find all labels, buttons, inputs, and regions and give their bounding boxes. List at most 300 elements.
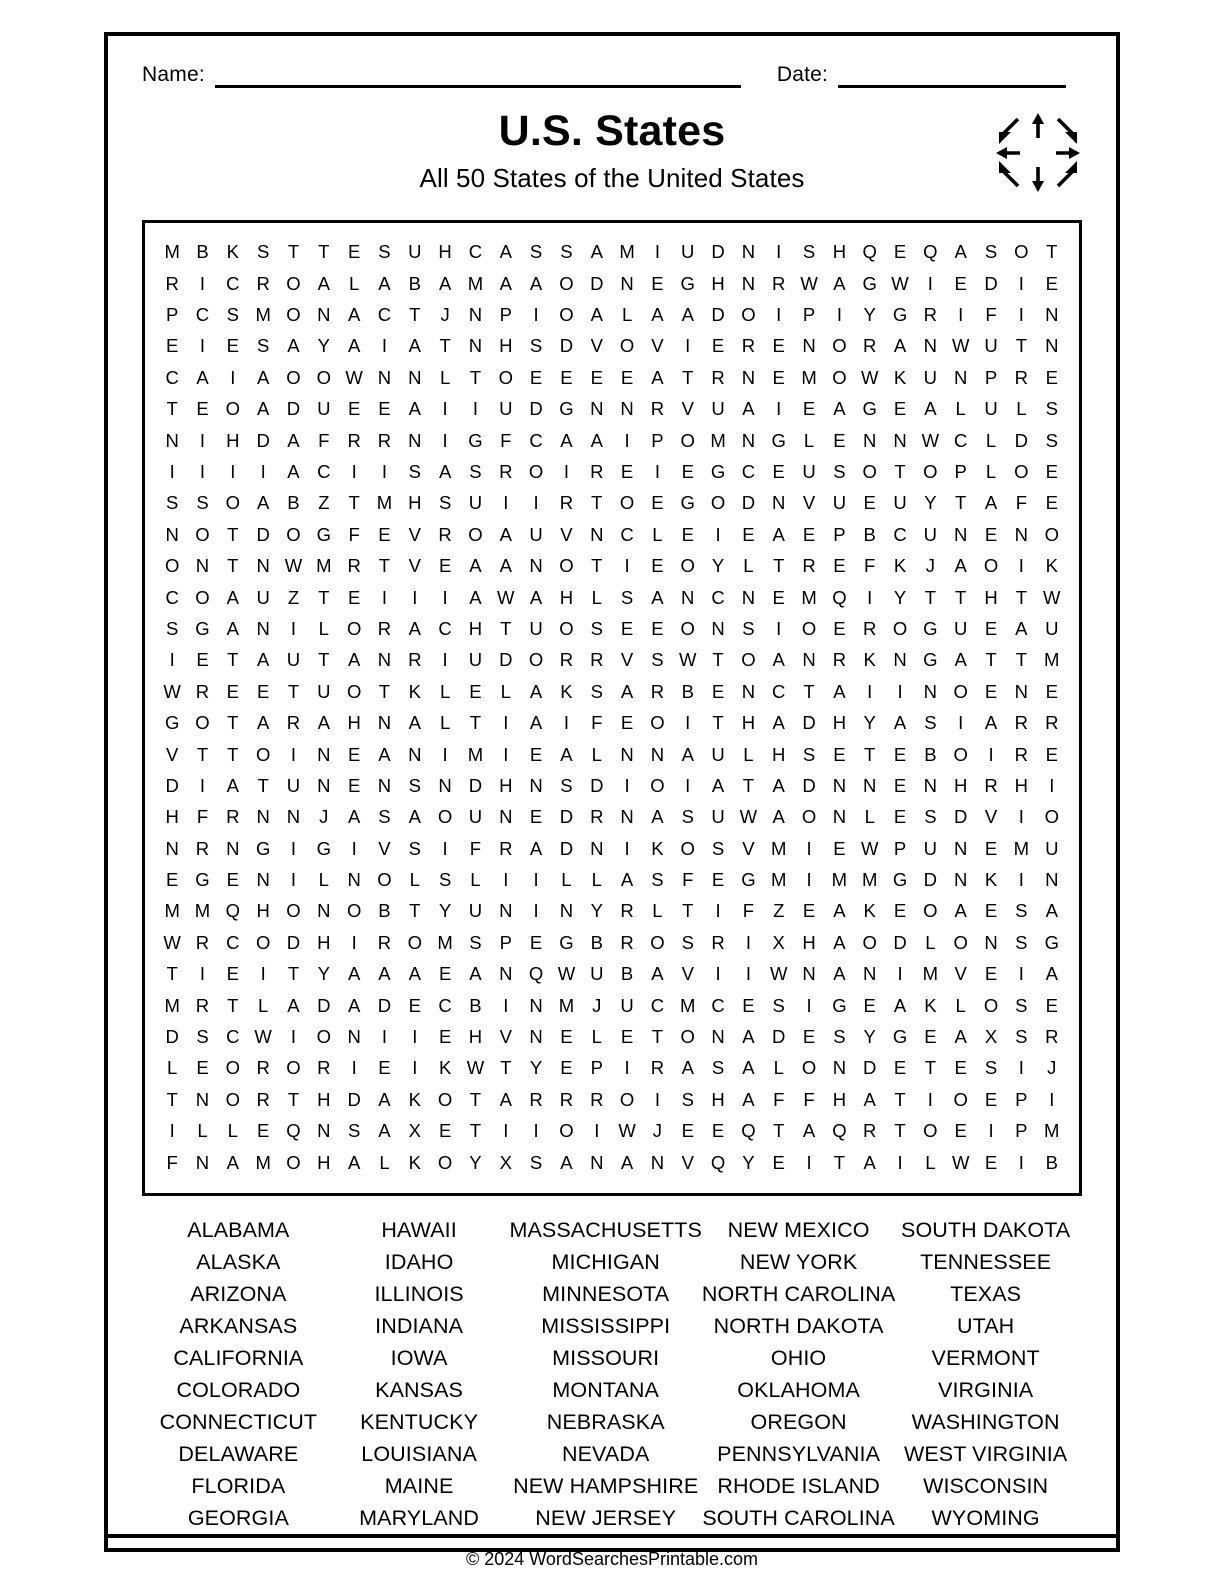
grid-cell[interactable]: C	[438, 994, 452, 1016]
grid-cell[interactable]: E	[651, 617, 664, 639]
grid-cell[interactable]: T	[318, 586, 330, 608]
grid-cell[interactable]: S	[772, 994, 785, 1016]
grid-cell[interactable]: E	[226, 335, 239, 357]
word-search-grid[interactable]	[157, 237, 1067, 1179]
grid-cell[interactable]: J	[1047, 1057, 1057, 1079]
grid-cell[interactable]: L	[864, 806, 875, 828]
grid-cell[interactable]: N	[286, 806, 301, 828]
grid-cell[interactable]: B	[1045, 1151, 1058, 1173]
grid-cell[interactable]: G	[862, 398, 877, 420]
grid-cell[interactable]: T	[1046, 241, 1058, 263]
grid-cell[interactable]: G	[680, 272, 695, 294]
grid-cell[interactable]: O	[377, 869, 392, 891]
grid-cell[interactable]: S	[590, 680, 603, 702]
grid-cell[interactable]: W	[1043, 586, 1061, 608]
grid-cell[interactable]: A	[378, 1120, 391, 1142]
word-list-item[interactable]: IDAHO	[384, 1249, 454, 1274]
grid-cell[interactable]: I	[715, 900, 721, 922]
grid-cell[interactable]: H	[408, 492, 422, 514]
grid-cell[interactable]: I	[381, 586, 388, 608]
grid-cell[interactable]: R	[620, 931, 634, 953]
grid-cell[interactable]: C	[377, 304, 392, 326]
grid-cell[interactable]: N	[620, 272, 634, 294]
grid-cell[interactable]: A	[863, 1088, 876, 1110]
grid-cell[interactable]: L	[955, 398, 966, 420]
grid-cell[interactable]: M	[164, 900, 180, 922]
grid-cell[interactable]: A	[226, 774, 239, 796]
grid-cell[interactable]: I	[1018, 963, 1024, 985]
grid-cell[interactable]: N	[195, 1151, 210, 1173]
grid-cell[interactable]: N	[165, 837, 179, 859]
grid-cell[interactable]: C	[711, 994, 725, 1016]
grid-cell[interactable]: T	[894, 1088, 906, 1110]
grid-cell[interactable]: N	[317, 774, 331, 796]
grid-cell[interactable]: F	[803, 1088, 815, 1110]
grid-cell[interactable]: S	[469, 461, 482, 482]
grid-cell[interactable]: I	[654, 461, 660, 482]
grid-cell[interactable]: H	[711, 1088, 725, 1110]
grid-cell[interactable]: G	[710, 461, 726, 482]
grid-cell[interactable]: O	[225, 492, 241, 514]
grid-cell[interactable]: E	[893, 806, 907, 828]
grid-cell[interactable]: I	[988, 1120, 994, 1142]
grid-cell[interactable]: R	[499, 461, 513, 482]
grid-cell[interactable]: L	[773, 1057, 784, 1079]
grid-cell[interactable]: Q	[832, 586, 847, 608]
word-list-item[interactable]: OREGON	[750, 1409, 847, 1434]
grid-cell[interactable]: M	[255, 1151, 271, 1173]
grid-cell[interactable]: T	[469, 1120, 482, 1142]
grid-cell[interactable]: T	[196, 743, 209, 765]
grid-cell[interactable]: A	[651, 963, 664, 985]
grid-cell[interactable]: I	[199, 429, 206, 451]
grid-cell[interactable]: T	[287, 1088, 300, 1110]
grid-cell[interactable]: W	[951, 335, 970, 357]
grid-cell[interactable]: E	[651, 492, 664, 514]
grid-cell[interactable]: A	[256, 366, 270, 388]
grid-cell[interactable]: N	[620, 398, 634, 420]
grid-cell[interactable]: N	[1045, 335, 1059, 357]
grid-cell[interactable]: I	[1018, 304, 1024, 326]
grid-cell[interactable]: R	[650, 680, 665, 702]
grid-cell[interactable]: S	[681, 931, 694, 953]
grid-cell[interactable]: Z	[287, 586, 300, 608]
grid-cell[interactable]: Y	[863, 1026, 876, 1048]
grid-cell[interactable]: D	[954, 806, 968, 828]
grid-cell[interactable]: O	[468, 523, 483, 545]
grid-cell[interactable]: L	[652, 523, 663, 545]
grid-cell[interactable]: R	[377, 429, 392, 451]
grid-cell[interactable]: A	[469, 555, 482, 577]
word-list-item[interactable]: UTAH	[956, 1313, 1015, 1338]
grid-cell[interactable]: W	[921, 429, 940, 451]
grid-cell[interactable]: N	[347, 1026, 361, 1048]
grid-cell[interactable]: G	[316, 837, 331, 859]
grid-cell[interactable]: O	[286, 523, 301, 545]
grid-cell[interactable]: E	[620, 712, 634, 734]
grid-cell[interactable]: E	[802, 1026, 816, 1048]
grid-cell[interactable]: D	[377, 994, 392, 1016]
grid-cell[interactable]: L	[439, 366, 451, 388]
word-list-item[interactable]: ALABAMA	[187, 1217, 290, 1242]
grid-cell[interactable]: I	[381, 461, 388, 482]
grid-cell[interactable]: I	[624, 774, 630, 796]
grid-cell[interactable]: I	[533, 900, 539, 922]
grid-cell[interactable]: G	[195, 617, 210, 639]
grid-cell[interactable]: N	[954, 523, 968, 545]
grid-cell[interactable]: G	[1044, 931, 1059, 953]
grid-cell[interactable]: A	[742, 1057, 755, 1079]
grid-cell[interactable]: N	[620, 743, 634, 765]
grid-cell[interactable]: O	[832, 366, 847, 388]
grid-cell[interactable]: U	[317, 680, 331, 702]
word-list-item[interactable]: NORTH DAKOTA	[713, 1313, 884, 1338]
grid-cell[interactable]: I	[806, 1151, 812, 1173]
grid-cell[interactable]: X	[408, 1120, 421, 1142]
grid-cell[interactable]: A	[620, 680, 634, 702]
grid-cell[interactable]: B	[378, 900, 391, 922]
grid-cell[interactable]: A	[438, 461, 452, 482]
word-list-item[interactable]: KENTUCKY	[360, 1409, 479, 1434]
grid-cell[interactable]: A	[560, 743, 573, 765]
grid-cell[interactable]: A	[681, 1057, 694, 1079]
grid-cell[interactable]: E	[833, 837, 846, 859]
grid-cell[interactable]: E	[711, 680, 725, 702]
grid-cell[interactable]: I	[230, 461, 236, 482]
grid-cell[interactable]: V	[560, 523, 573, 545]
grid-cell[interactable]: A	[378, 743, 391, 765]
grid-cell[interactable]: N	[377, 649, 392, 671]
grid-cell[interactable]: O	[559, 304, 574, 326]
word-list-item[interactable]: NEW HAMPSHIRE	[513, 1473, 699, 1498]
grid-cell[interactable]: I	[290, 743, 297, 765]
grid-cell[interactable]: M	[164, 994, 180, 1016]
grid-cell[interactable]: L	[439, 712, 451, 734]
grid-cell[interactable]: R	[650, 1057, 665, 1079]
grid-cell[interactable]: S	[469, 931, 482, 953]
grid-cell[interactable]: I	[988, 743, 994, 765]
grid-cell[interactable]: H	[226, 429, 240, 451]
grid-cell[interactable]: D	[711, 241, 725, 263]
grid-cell[interactable]: E	[984, 523, 998, 545]
word-list-item[interactable]: CALIFORNIA	[173, 1345, 304, 1370]
grid-cell[interactable]: T	[378, 680, 391, 702]
grid-cell[interactable]: O	[923, 1120, 938, 1142]
grid-cell[interactable]: R	[377, 617, 392, 639]
grid-cell[interactable]: N	[741, 429, 756, 451]
word-list-item[interactable]: MARYLAND	[359, 1505, 480, 1530]
grid-cell[interactable]: N	[1014, 523, 1029, 545]
grid-cell[interactable]: D	[256, 523, 270, 545]
grid-cell[interactable]: T	[833, 1151, 846, 1173]
grid-cell[interactable]: L	[591, 586, 602, 608]
grid-cell[interactable]: S	[1045, 398, 1058, 420]
grid-cell[interactable]: N	[165, 429, 179, 451]
grid-cell[interactable]: M	[801, 586, 817, 608]
grid-cell[interactable]: A	[287, 429, 300, 451]
grid-cell[interactable]: B	[408, 272, 421, 294]
grid-cell[interactable]: T	[955, 492, 967, 514]
grid-cell[interactable]: N	[529, 994, 543, 1016]
grid-cell[interactable]: S	[802, 241, 816, 263]
grid-cell[interactable]: A	[347, 806, 361, 828]
grid-cell[interactable]: O	[559, 555, 574, 577]
grid-cell[interactable]: Y	[529, 1057, 543, 1079]
grid-cell[interactable]: N	[195, 555, 210, 577]
grid-cell[interactable]: E	[529, 931, 543, 953]
grid-cell[interactable]: I	[290, 617, 297, 639]
grid-cell[interactable]: A	[742, 1026, 755, 1048]
grid-cell[interactable]: R	[226, 806, 240, 828]
grid-cell[interactable]: T	[864, 743, 876, 765]
grid-cell[interactable]: I	[958, 304, 964, 326]
grid-cell[interactable]: A	[499, 272, 512, 294]
grid-cell[interactable]: E	[529, 743, 543, 765]
grid-cell[interactable]: I	[503, 1120, 509, 1142]
grid-cell[interactable]: L	[925, 1151, 936, 1173]
grid-cell[interactable]: Q	[832, 1120, 847, 1142]
grid-cell[interactable]: A	[287, 994, 300, 1016]
grid-cell[interactable]: O	[286, 366, 301, 388]
grid-cell[interactable]: N	[863, 774, 877, 796]
grid-cell[interactable]: I	[927, 1088, 933, 1110]
word-list-item[interactable]: KANSAS	[375, 1377, 464, 1402]
grid-cell[interactable]: N	[802, 335, 816, 357]
grid-cell[interactable]: E	[438, 555, 452, 577]
grid-cell[interactable]: A	[226, 617, 239, 639]
word-list-item[interactable]: NEW YORK	[739, 1249, 858, 1274]
grid-cell[interactable]: E	[438, 1026, 452, 1048]
grid-cell[interactable]: T	[409, 900, 421, 922]
grid-cell[interactable]: I	[381, 1026, 388, 1048]
grid-cell[interactable]: I	[442, 586, 448, 608]
grid-cell[interactable]: V	[651, 335, 664, 357]
grid-cell[interactable]: R	[195, 837, 210, 859]
grid-cell[interactable]: T	[318, 649, 330, 671]
grid-cell[interactable]: O	[953, 743, 968, 765]
grid-cell[interactable]: J	[440, 304, 450, 326]
grid-cell[interactable]: A	[529, 712, 543, 734]
grid-cell[interactable]: A	[560, 429, 573, 451]
grid-cell[interactable]: E	[833, 555, 846, 577]
grid-cell[interactable]: I	[624, 555, 630, 577]
grid-cell[interactable]: O	[1014, 461, 1029, 482]
grid-cell[interactable]: D	[317, 994, 331, 1016]
grid-cell[interactable]: D	[1014, 429, 1029, 451]
grid-cell[interactable]: A	[529, 272, 543, 294]
grid-cell[interactable]: S	[408, 774, 421, 796]
grid-cell[interactable]: L	[621, 304, 633, 326]
grid-cell[interactable]: R	[317, 1057, 331, 1079]
grid-cell[interactable]: G	[892, 1026, 908, 1048]
grid-cell[interactable]: S	[984, 1057, 998, 1079]
grid-cell[interactable]: R	[590, 806, 604, 828]
grid-cell[interactable]: M	[801, 366, 817, 388]
grid-cell[interactable]: A	[802, 1120, 816, 1142]
grid-cell[interactable]: O	[286, 1057, 301, 1079]
grid-cell[interactable]: E	[772, 366, 785, 388]
grid-cell[interactable]: E	[620, 1026, 634, 1048]
grid-cell[interactable]: T	[378, 555, 391, 577]
grid-cell[interactable]: M	[467, 743, 484, 765]
grid-cell[interactable]: E	[469, 680, 482, 702]
grid-cell[interactable]: H	[741, 712, 756, 734]
grid-cell[interactable]: U	[256, 586, 270, 608]
grid-cell[interactable]: O	[346, 680, 362, 702]
grid-cell[interactable]: S	[256, 335, 270, 357]
grid-cell[interactable]: D	[165, 774, 179, 796]
grid-cell[interactable]: H	[317, 1151, 331, 1173]
grid-cell[interactable]: L	[591, 743, 602, 765]
grid-cell[interactable]: H	[438, 241, 452, 263]
grid-cell[interactable]: M	[164, 241, 180, 263]
grid-cell[interactable]: U	[893, 492, 907, 514]
grid-cell[interactable]: Z	[773, 900, 785, 922]
grid-cell[interactable]: S	[438, 869, 452, 891]
grid-cell[interactable]: M	[1013, 837, 1030, 859]
grid-cell[interactable]: H	[499, 335, 513, 357]
word-list-item[interactable]: GEORGIA	[187, 1505, 289, 1530]
grid-cell[interactable]: R	[590, 1088, 604, 1110]
grid-cell[interactable]: D	[256, 429, 270, 451]
grid-cell[interactable]: U	[984, 398, 998, 420]
grid-cell[interactable]: R	[559, 492, 574, 514]
grid-cell[interactable]: E	[226, 680, 239, 702]
grid-cell[interactable]: R	[590, 649, 604, 671]
grid-cell[interactable]: E	[711, 1120, 725, 1142]
grid-cell[interactable]: S	[711, 1057, 725, 1079]
grid-cell[interactable]: E	[347, 774, 361, 796]
grid-cell[interactable]: R	[923, 304, 938, 326]
grid-cell[interactable]: N	[954, 837, 968, 859]
grid-cell[interactable]: S	[1015, 994, 1028, 1016]
grid-cell[interactable]: O	[680, 617, 695, 639]
grid-cell[interactable]: U	[408, 241, 422, 263]
grid-cell[interactable]: O	[680, 837, 695, 859]
grid-cell[interactable]: R	[377, 931, 392, 953]
grid-cell[interactable]: U	[286, 649, 301, 671]
grid-cell[interactable]: O	[286, 304, 301, 326]
grid-cell[interactable]: I	[836, 304, 842, 326]
grid-cell[interactable]: O	[255, 743, 271, 765]
grid-cell[interactable]: A	[590, 304, 603, 326]
grid-cell[interactable]: P	[802, 304, 816, 326]
grid-cell[interactable]: R	[711, 366, 725, 388]
grid-cell[interactable]: L	[197, 1120, 208, 1142]
word-list-item[interactable]: WYOMING	[931, 1505, 1040, 1530]
grid-cell[interactable]: H	[711, 272, 725, 294]
grid-cell[interactable]: R	[347, 555, 361, 577]
grid-cell[interactable]: I	[1018, 1151, 1024, 1173]
word-list-item[interactable]: ARIZONA	[190, 1281, 287, 1306]
grid-cell[interactable]: C	[438, 617, 452, 639]
grid-cell[interactable]: E	[984, 617, 998, 639]
grid-cell[interactable]: R	[863, 617, 877, 639]
grid-cell[interactable]: I	[594, 1120, 600, 1142]
grid-cell[interactable]: O	[437, 1088, 453, 1110]
grid-cell[interactable]: E	[772, 586, 785, 608]
grid-cell[interactable]: O	[619, 335, 635, 357]
grid-cell[interactable]: O	[255, 931, 271, 953]
grid-cell[interactable]: U	[954, 617, 968, 639]
grid-cell[interactable]: G	[559, 931, 574, 953]
word-list-item[interactable]: OHIO	[770, 1345, 827, 1370]
grid-cell[interactable]: E	[378, 523, 391, 545]
grid-cell[interactable]: L	[227, 1120, 238, 1142]
grid-cell[interactable]: L	[925, 931, 936, 953]
grid-cell[interactable]: P	[499, 304, 512, 326]
grid-cell[interactable]: H	[772, 743, 786, 765]
grid-cell[interactable]: A	[499, 555, 512, 577]
grid-cell[interactable]: E	[1045, 461, 1058, 482]
grid-cell[interactable]: N	[1014, 680, 1029, 702]
grid-cell[interactable]: O	[286, 900, 301, 922]
grid-cell[interactable]: B	[590, 931, 603, 953]
grid-cell[interactable]: N	[256, 555, 270, 577]
grid-cell[interactable]: I	[624, 1057, 630, 1079]
grid-cell[interactable]: I	[442, 649, 448, 671]
grid-cell[interactable]: A	[772, 774, 785, 796]
grid-cell[interactable]: N	[923, 774, 938, 796]
grid-cell[interactable]: X	[984, 1026, 998, 1048]
grid-cell[interactable]: G	[923, 617, 938, 639]
grid-cell[interactable]: T	[803, 680, 815, 702]
grid-cell[interactable]: S	[378, 806, 391, 828]
grid-cell[interactable]: O	[316, 1026, 331, 1048]
grid-cell[interactable]: N	[620, 806, 634, 828]
grid-cell[interactable]: E	[893, 900, 907, 922]
grid-cell[interactable]: O	[983, 994, 999, 1016]
grid-cell[interactable]: O	[983, 555, 999, 577]
grid-cell[interactable]: R	[256, 1057, 270, 1079]
grid-cell[interactable]: T	[166, 398, 178, 420]
grid-cell[interactable]: P	[893, 837, 907, 859]
grid-cell[interactable]: A	[256, 712, 270, 734]
grid-cell[interactable]: S	[165, 617, 179, 639]
grid-cell[interactable]: A	[590, 241, 603, 263]
grid-cell[interactable]: G	[892, 304, 908, 326]
grid-cell[interactable]: I	[381, 335, 388, 357]
grid-cell[interactable]: H	[499, 774, 513, 796]
grid-cell[interactable]: S	[196, 492, 209, 514]
grid-cell[interactable]: E	[529, 366, 543, 388]
grid-cell[interactable]: E	[165, 869, 179, 891]
grid-cell[interactable]: G	[862, 272, 877, 294]
grid-cell[interactable]: V	[378, 837, 391, 859]
grid-cell[interactable]: R	[1045, 1026, 1059, 1048]
grid-cell[interactable]: E	[984, 963, 998, 985]
grid-cell[interactable]: E	[560, 366, 573, 388]
grid-cell[interactable]: S	[529, 1151, 543, 1173]
grid-cell[interactable]: D	[802, 712, 816, 734]
word-list-item[interactable]: MONTANA	[552, 1377, 659, 1402]
grid-cell[interactable]: L	[500, 680, 511, 702]
grid-cell[interactable]: I	[199, 272, 206, 294]
grid-cell[interactable]: D	[590, 774, 604, 796]
grid-cell[interactable]: S	[1045, 429, 1058, 451]
grid-cell[interactable]: A	[954, 1026, 967, 1048]
grid-cell[interactable]: I	[533, 304, 539, 326]
grid-cell[interactable]: O	[225, 1057, 241, 1079]
word-list-item[interactable]: VIRGINIA	[938, 1377, 1034, 1402]
word-list-item[interactable]: SOUTH CAROLINA	[702, 1505, 895, 1530]
grid-cell[interactable]: K	[438, 1057, 452, 1079]
word-list-item[interactable]: NEVADA	[561, 1441, 650, 1466]
grid-cell[interactable]: T	[712, 712, 724, 734]
grid-cell[interactable]: T	[712, 649, 724, 671]
grid-cell[interactable]: T	[469, 366, 482, 388]
grid-cell[interactable]: F	[591, 712, 603, 734]
